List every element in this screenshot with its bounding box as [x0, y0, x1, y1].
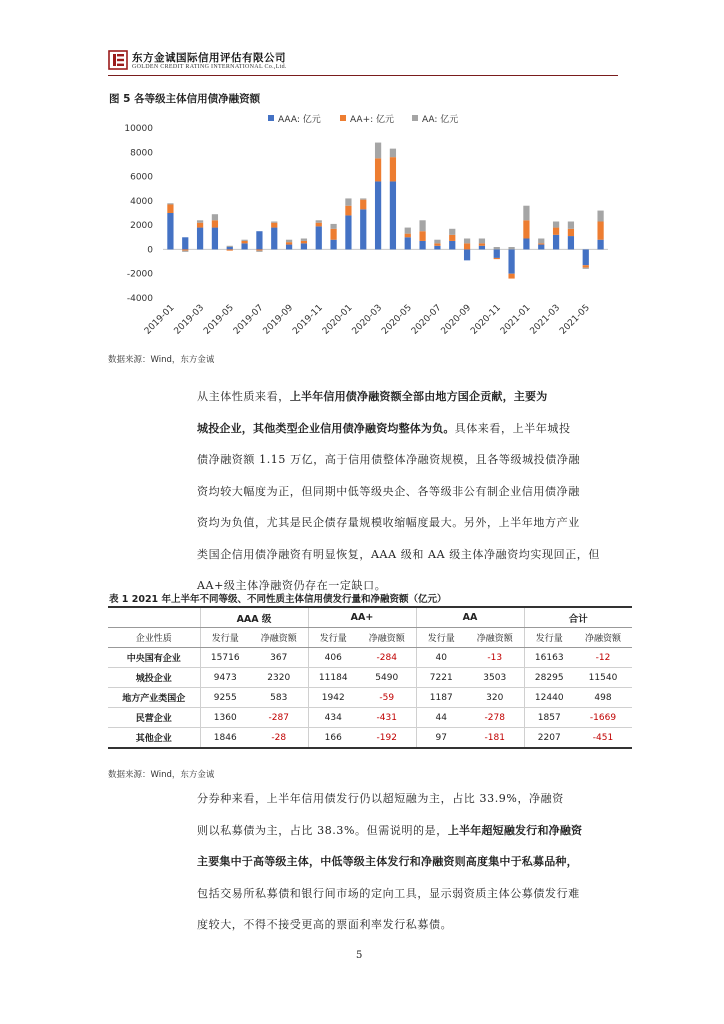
- table-cell: 1846: [200, 728, 250, 749]
- bar-segment-aaplus: [360, 200, 366, 210]
- bar-segment-aa: [494, 247, 500, 249]
- bar-segment-aaplus: [286, 242, 292, 244]
- bar-segment-aaplus: [197, 223, 203, 228]
- row-label: 城投企业: [108, 668, 200, 688]
- stacked-bar-chart: [108, 108, 618, 353]
- x-tick-label: 2021-01: [498, 303, 533, 337]
- bar-segment-aa: [597, 211, 603, 222]
- bar-segment-aaa: [479, 246, 485, 250]
- bar-segment-aaplus: [479, 243, 485, 245]
- y-tick-label: 10000: [124, 124, 153, 134]
- body-paragraph-2: [197, 783, 617, 941]
- table-row: [108, 708, 632, 728]
- x-tick-label: 2020-07: [409, 303, 444, 337]
- legend-swatch: [340, 115, 346, 121]
- bar-segment-aaa: [301, 243, 307, 249]
- table-cell: 1360: [200, 708, 250, 728]
- bar-segment-aa: [583, 268, 589, 269]
- table-row: [108, 648, 632, 668]
- text-run: 分券种来看，上半年信用债发行仍以超短融为主，占比 33.9%，净融资: [197, 792, 564, 805]
- table-corner: [108, 607, 200, 628]
- bar-segment-aaplus: [419, 231, 425, 241]
- column-header: 净融资额: [358, 628, 416, 648]
- bold-text: 上半年超短融发行和净融资: [447, 823, 583, 837]
- table-cell: 28295: [524, 668, 574, 688]
- table-cell: 3503: [466, 668, 524, 688]
- bar-segment-aaplus: [449, 235, 455, 241]
- column-header: 净融资额: [466, 628, 524, 648]
- table-cell: 5490: [358, 668, 416, 688]
- text-run: 包括交易所私募债和银行间市场的定向工具，显示弱资质主体公募债发行难: [197, 886, 580, 900]
- bar-segment-aa: [375, 143, 381, 159]
- table-cell: 97: [416, 728, 466, 749]
- table-cell: 434: [308, 708, 358, 728]
- text-line: [197, 539, 617, 571]
- table-cell: 12440: [524, 688, 574, 708]
- page-number: 5: [356, 950, 363, 961]
- table-caption: 表 1 2021 年上半年不同等级、不同性质主体信用债发行量和净融资额（亿元）: [109, 594, 447, 605]
- bar-segment-aaplus: [345, 206, 351, 216]
- x-tick-label: 2020-09: [439, 303, 474, 337]
- bar-segment-aaplus: [375, 158, 381, 181]
- table-cell: -192: [358, 728, 416, 749]
- group-header: 合计: [524, 607, 632, 628]
- table-cell: 320: [466, 688, 524, 708]
- bar-segment-aaa: [434, 246, 440, 250]
- table-cell: 15716: [200, 648, 250, 668]
- bar-segment-aaa: [568, 236, 574, 249]
- bar-segment-aaplus: [330, 229, 336, 240]
- text-line: [197, 878, 617, 910]
- bar-segment-aaa: [286, 245, 292, 250]
- x-tick-label: 2020-05: [380, 303, 414, 337]
- bar-segment-aa: [419, 220, 425, 231]
- bar-segment-aa: [212, 214, 218, 220]
- text-run: 则以私募债为主，占比 38.3%。但需说明的是，: [197, 823, 448, 837]
- bar-segment-aaa: [508, 249, 514, 273]
- row-label: 地方产业类国企: [108, 688, 200, 708]
- bar-segment-aa: [197, 220, 203, 222]
- bar-segment-aa: [464, 239, 470, 244]
- page-header: [108, 48, 618, 74]
- y-tick-label: 8000: [130, 148, 153, 159]
- data-table: [108, 606, 632, 749]
- row-label: 中央国有企业: [108, 648, 200, 668]
- bar-segment-aaa: [227, 247, 233, 249]
- bar-segment-aa: [167, 203, 173, 204]
- table-cell: 40: [416, 648, 466, 668]
- table-cell: 166: [308, 728, 358, 749]
- x-tick-label: 2020-11: [469, 303, 503, 337]
- bar-segment-aaplus: [182, 249, 188, 250]
- bar-segment-aaplus: [241, 241, 247, 243]
- table-cell: 11184: [308, 668, 358, 688]
- bar-segment-aaplus: [271, 223, 277, 228]
- x-tick-label: 2021-03: [528, 303, 563, 337]
- bar-segment-aaplus: [167, 205, 173, 214]
- table-cell: 406: [308, 648, 358, 668]
- text-line: [197, 444, 617, 476]
- table-cell: 1942: [308, 688, 358, 708]
- table-cell: 498: [574, 688, 632, 708]
- table-cell: -431: [358, 708, 416, 728]
- x-tick-label: 2019-07: [231, 303, 266, 337]
- y-tick-label: 4000: [130, 196, 153, 207]
- x-tick-label: 2019-09: [261, 303, 296, 337]
- bar-segment-aa: [523, 206, 529, 221]
- company-name-cn: 东方金诚国际信用评估有限公司: [132, 52, 286, 64]
- bar-segment-aaa: [360, 209, 366, 249]
- table-cell: 1857: [524, 708, 574, 728]
- bar-segment-aaa: [538, 245, 544, 250]
- table-cell: -13: [466, 648, 524, 668]
- bar-segment-aa: [360, 198, 366, 199]
- text-line: [197, 413, 617, 445]
- bar-segment-aaa: [553, 235, 559, 250]
- table-cell: 7221: [416, 668, 466, 688]
- bar-segment-aa: [479, 239, 485, 244]
- text-line: [197, 909, 617, 941]
- group-header: AA+: [308, 607, 416, 628]
- table-cell: -284: [358, 648, 416, 668]
- table-row: [108, 668, 632, 688]
- text-run: 资均为负值，尤其是民企债存量规模收缩幅度最大。另外，上半年地方产业: [197, 516, 580, 529]
- bar-segment-aaa: [449, 241, 455, 250]
- bar-segment-aaplus: [553, 228, 559, 235]
- bar-segment-aa: [405, 228, 411, 234]
- bar-segment-aa: [449, 229, 455, 235]
- bar-segment-aaa: [256, 231, 262, 249]
- table-row: [108, 688, 632, 708]
- legend-swatch: [412, 115, 418, 121]
- bar-segment-aa: [316, 220, 322, 222]
- bar-segment-aaplus: [301, 241, 307, 243]
- x-tick-label: 2020-01: [320, 303, 355, 337]
- bar-segment-aaa: [316, 226, 322, 249]
- bar-segment-aaplus: [523, 220, 529, 238]
- x-tick-label: 2019-05: [202, 303, 236, 337]
- bar-segment-aaa: [241, 243, 247, 249]
- bar-segment-aaplus: [494, 258, 500, 259]
- table-cell: 9255: [200, 688, 250, 708]
- table-cell: 1187: [416, 688, 466, 708]
- bold-text: 城投企业，其他类型企业信用债净融资均整体为负。: [197, 421, 455, 435]
- table-cell: -181: [466, 728, 524, 749]
- bar-segment-aaplus: [568, 229, 574, 236]
- column-header: 发行量: [524, 628, 574, 648]
- x-tick-label: 2019-11: [291, 303, 325, 337]
- bar-segment-aa: [390, 149, 396, 158]
- text-run: 类国企信用债净融资有明显恢复，AAA 级和 AA 级主体净融资均实现回正，但: [197, 547, 601, 561]
- bar-segment-aaplus: [434, 243, 440, 245]
- legend-label: AA+: 亿元: [350, 115, 394, 125]
- legend-swatch: [268, 115, 274, 121]
- bar-segment-aaa: [419, 241, 425, 250]
- figure-caption: 图 5 各等级主体信用债净融资额: [109, 93, 261, 105]
- figure-source: 数据来源：Wind，东方金诚: [108, 355, 215, 365]
- text-run: 具体来看，上半年城投: [454, 421, 571, 435]
- bar-segment-aa: [271, 222, 277, 223]
- bar-segment-aaa: [405, 237, 411, 249]
- bar-segment-aaa: [345, 215, 351, 249]
- x-tick-label: 2021-05: [558, 303, 592, 337]
- bar-segment-aaa: [271, 228, 277, 250]
- bar-segment-aaplus: [405, 234, 411, 238]
- bar-segment-aa: [241, 240, 247, 241]
- text-run: AA+级主体净融资仍存在一定缺口。: [197, 579, 387, 592]
- bar-segment-aa: [330, 224, 336, 229]
- company-name-en: GOLDEN CREDIT RATING INTERNATIONAL Co.,Ltd.: [132, 64, 287, 70]
- table-cell: 11540: [574, 668, 632, 688]
- text-line: [197, 507, 617, 539]
- bar-segment-aa: [553, 222, 559, 228]
- bar-segment-aa: [434, 240, 440, 244]
- bar-segment-aaa: [464, 249, 470, 260]
- body-paragraph-1: [197, 381, 617, 602]
- column-header: 发行量: [416, 628, 466, 648]
- text-line: [197, 476, 617, 508]
- bar-segment-aa: [227, 246, 233, 247]
- text-line: [197, 783, 617, 815]
- table-cell: 583: [250, 688, 308, 708]
- bar-segment-aa: [286, 240, 292, 242]
- legend-label: AA: 亿元: [422, 115, 459, 125]
- table-cell: 9473: [200, 668, 250, 688]
- table-cell: -451: [574, 728, 632, 749]
- text-run: 从主体性质来看，: [197, 390, 290, 403]
- table-cell: -59: [358, 688, 416, 708]
- x-tick-label: 2019-01: [142, 303, 177, 337]
- bar-segment-aaplus: [390, 157, 396, 181]
- text-line: [197, 381, 617, 413]
- bold-text: 上半年信用债净融资额全部由地方国企贡献，主要为: [289, 390, 548, 403]
- table-cell: 2207: [524, 728, 574, 749]
- bar-segment-aaplus: [583, 265, 589, 267]
- bar-segment-aa: [301, 239, 307, 241]
- bar-segment-aaplus: [597, 222, 603, 240]
- bar-segment-aa: [538, 239, 544, 244]
- x-tick-label: 2019-03: [172, 303, 207, 337]
- bar-segment-aaa: [330, 240, 336, 250]
- bar-segment-aaplus: [316, 223, 322, 227]
- y-tick-label: -4000: [126, 294, 153, 304]
- y-tick-label: 0: [147, 245, 153, 256]
- table-cell: -28: [250, 728, 308, 749]
- bar-segment-aa: [508, 247, 514, 249]
- bar-segment-aa: [256, 251, 262, 252]
- bar-segment-aaa: [390, 181, 396, 249]
- table-cell: 367: [250, 648, 308, 668]
- bar-segment-aaa: [182, 237, 188, 249]
- column-header: 净融资额: [250, 628, 308, 648]
- y-tick-label: 2000: [130, 221, 153, 232]
- text-run: 资均较大幅度为正，但同期中低等级央企、各等级非公有制企业信用债净融: [197, 484, 580, 498]
- text-run: 债净融资额 1.15 万亿，高于信用债整体净融资规模，且各等级城投债净融: [197, 453, 581, 466]
- bar-segment-aaplus: [538, 243, 544, 244]
- bar-segment-aaa: [494, 249, 500, 258]
- bold-text: 主要集中于高等级主体，中低等级主体发行和净融资则高度集中于私募品种，: [197, 855, 578, 868]
- bar-segment-aa: [568, 222, 574, 229]
- header-divider: [108, 75, 618, 76]
- bar-segment-aaplus: [464, 243, 470, 249]
- company-logo-icon: [108, 50, 128, 70]
- column-header: 发行量: [308, 628, 358, 648]
- table-cell: 16163: [524, 648, 574, 668]
- bar-segment-aaa: [583, 249, 589, 265]
- bar-segment-aaplus: [212, 220, 218, 227]
- group-header: AAA 级: [200, 607, 308, 628]
- bar-segment-aaa: [375, 181, 381, 249]
- group-header: AA: [416, 607, 524, 628]
- bar-segment-aa: [182, 251, 188, 252]
- table-cell: -287: [250, 708, 308, 728]
- y-tick-label: -2000: [126, 269, 153, 280]
- table-cell: -12: [574, 648, 632, 668]
- bar-segment-aaplus: [256, 249, 262, 250]
- bar-segment-aaa: [523, 239, 529, 250]
- bar-segment-aaa: [212, 228, 218, 250]
- row-header-label: 企业性质: [108, 628, 200, 648]
- row-label: 其他企业: [108, 728, 200, 749]
- table-cell: 2320: [250, 668, 308, 688]
- table-cell: 44: [416, 708, 466, 728]
- table-row: [108, 728, 632, 749]
- text-line: [197, 815, 617, 847]
- bar-segment-aa: [345, 198, 351, 205]
- table-cell: -1669: [574, 708, 632, 728]
- legend-label: AAA: 亿元: [278, 115, 321, 125]
- y-tick-label: 6000: [130, 172, 153, 183]
- x-tick-label: 2020-03: [350, 303, 385, 337]
- column-header: 发行量: [200, 628, 250, 648]
- text-line: [197, 846, 617, 878]
- bar-segment-aaplus: [508, 274, 514, 279]
- bar-segment-aaa: [597, 240, 603, 250]
- row-label: 民营企业: [108, 708, 200, 728]
- text-run: 度较大，不得不接受更高的票面利率发行私募债。: [197, 918, 453, 931]
- bar-segment-aaa: [197, 228, 203, 250]
- table-cell: -278: [466, 708, 524, 728]
- column-header: 净融资额: [574, 628, 632, 648]
- bar-segment-aaplus: [227, 249, 233, 250]
- bar-segment-aaa: [167, 213, 173, 249]
- table-source: 数据来源：Wind，东方金诚: [108, 770, 215, 780]
